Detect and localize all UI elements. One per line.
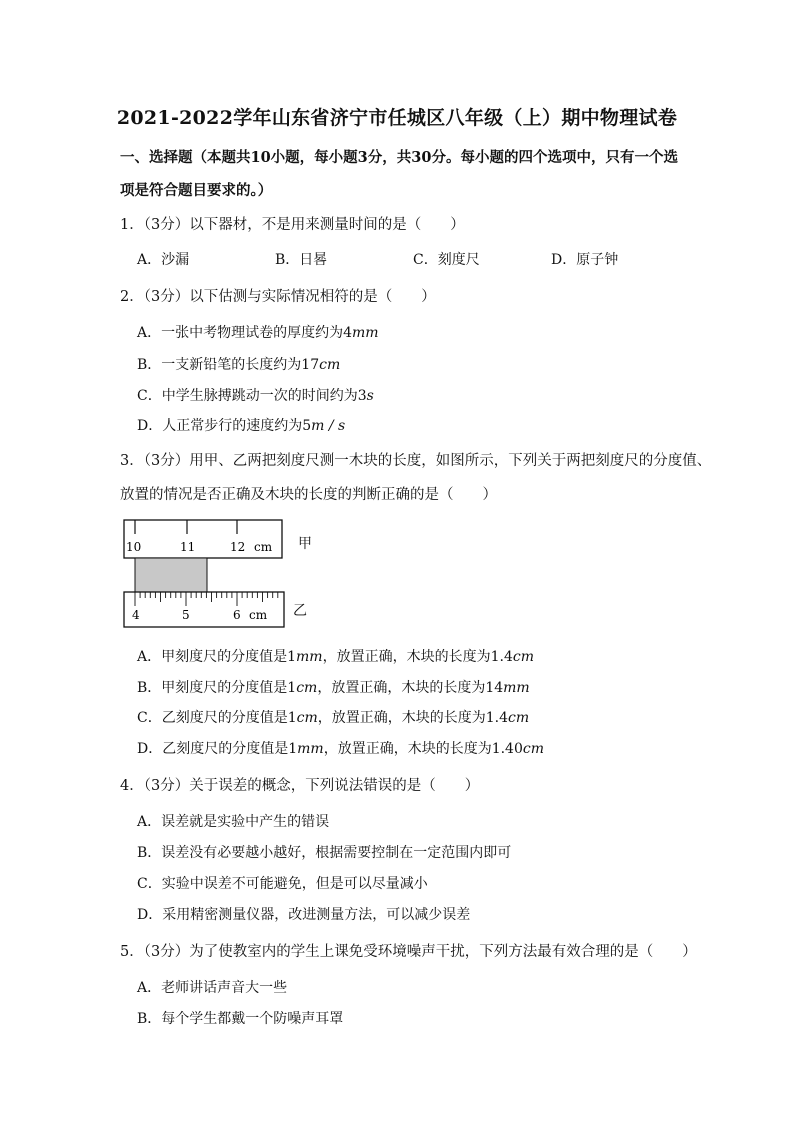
ruler-yi-tick-4: 4: [132, 608, 140, 622]
question-3-stem-line2: 放置的情况是否正确及木块的长度的判断正确的是（ ）: [120, 487, 497, 503]
ruler-yi-tick-5: 5: [182, 608, 190, 622]
q1-option-c: C．刻度尺: [413, 252, 480, 268]
q4-option-a: A．误差就是实验中产生的错误: [137, 814, 330, 830]
wood-block: [135, 558, 207, 592]
q1-option-b: B．日晷: [275, 252, 328, 268]
ruler-jia-unit: cm: [254, 540, 273, 554]
q2-option-c: C．中学生脉搏跳动一次的时间约为3s: [137, 388, 374, 404]
q4-option-b: B．误差没有必要越小越好，根据需要控制在一定范围内即可: [137, 845, 512, 861]
q5-option-a: A．老师讲话声音大一些: [137, 980, 288, 996]
q2-option-b: B．一支新铅笔的长度约为17cm: [137, 357, 341, 373]
question-1-stem: 1．（3分）以下器材，不是用来测量时间的是（ ）: [120, 217, 465, 233]
q3-option-d: D．乙刻度尺的分度值是1mm，放置正确，木块的长度为1.40cm: [137, 741, 544, 757]
q2-option-a: A．一张中考物理试卷的厚度约为4mm: [137, 325, 379, 341]
question-4-stem: 4．（3分）关于误差的概念，下列说法错误的是（ ）: [120, 778, 480, 794]
ruler-jia-tick-12: 12: [230, 540, 246, 554]
q5-option-b: B．每个学生都戴一个防噪声耳罩: [137, 1011, 344, 1027]
q1-option-a: A．沙漏: [137, 252, 190, 268]
exam-title: 2021-2022学年山东省济宁市任城区八年级（上）期中物理试卷: [116, 107, 678, 129]
section-heading-line2: 项是符合题目要求的。）: [120, 182, 273, 199]
question-3-stem-line1: 3．（3分）用甲、乙两把刻度尺测一木块的长度，如图所示，下列关于两把刻度尺的分度值、: [120, 453, 712, 469]
ruler-label-yi: 乙: [293, 603, 307, 619]
ruler-jia-tick-10: 10: [126, 540, 142, 554]
q3-option-a: A．甲刻度尺的分度值是1mm，放置正确，木块的长度为1.4cm: [137, 649, 534, 665]
ruler-jia-tick-11: 11: [180, 540, 196, 554]
ruler-yi-tick-6: 6: [233, 608, 241, 622]
section-heading-line1: 一、选择题（本题共10小题，每小题3分，共30分。每小题的四个选项中，只有一个选: [120, 149, 678, 166]
question-1-options: [137, 249, 697, 269]
ruler-label-jia: 甲: [298, 536, 312, 552]
q3-option-c: C．乙刻度尺的分度值是1cm，放置正确，木块的长度为1.4cm: [137, 710, 530, 726]
q3-option-b: B．甲刻度尺的分度值是1cm，放置正确，木块的长度为14mm: [137, 680, 530, 696]
ruler-yi-unit: cm: [249, 608, 268, 622]
q4-option-c: C．实验中误差不可能避免，但是可以尽量减小: [137, 876, 428, 892]
question-5-stem: 5．（3分）为了使教室内的学生上课免受环境噪声干扰，下列方法最有效合理的是（ ）: [120, 944, 697, 960]
q4-option-d: D．采用精密测量仪器，改进测量方法，可以减少误差: [137, 907, 471, 923]
question-2-stem: 2．（3分）以下估测与实际情况相符的是（ ）: [120, 289, 436, 305]
q1-option-d: D．原子钟: [551, 252, 619, 268]
q2-option-d: D．人正常步行的速度约为5m / s: [137, 418, 346, 434]
